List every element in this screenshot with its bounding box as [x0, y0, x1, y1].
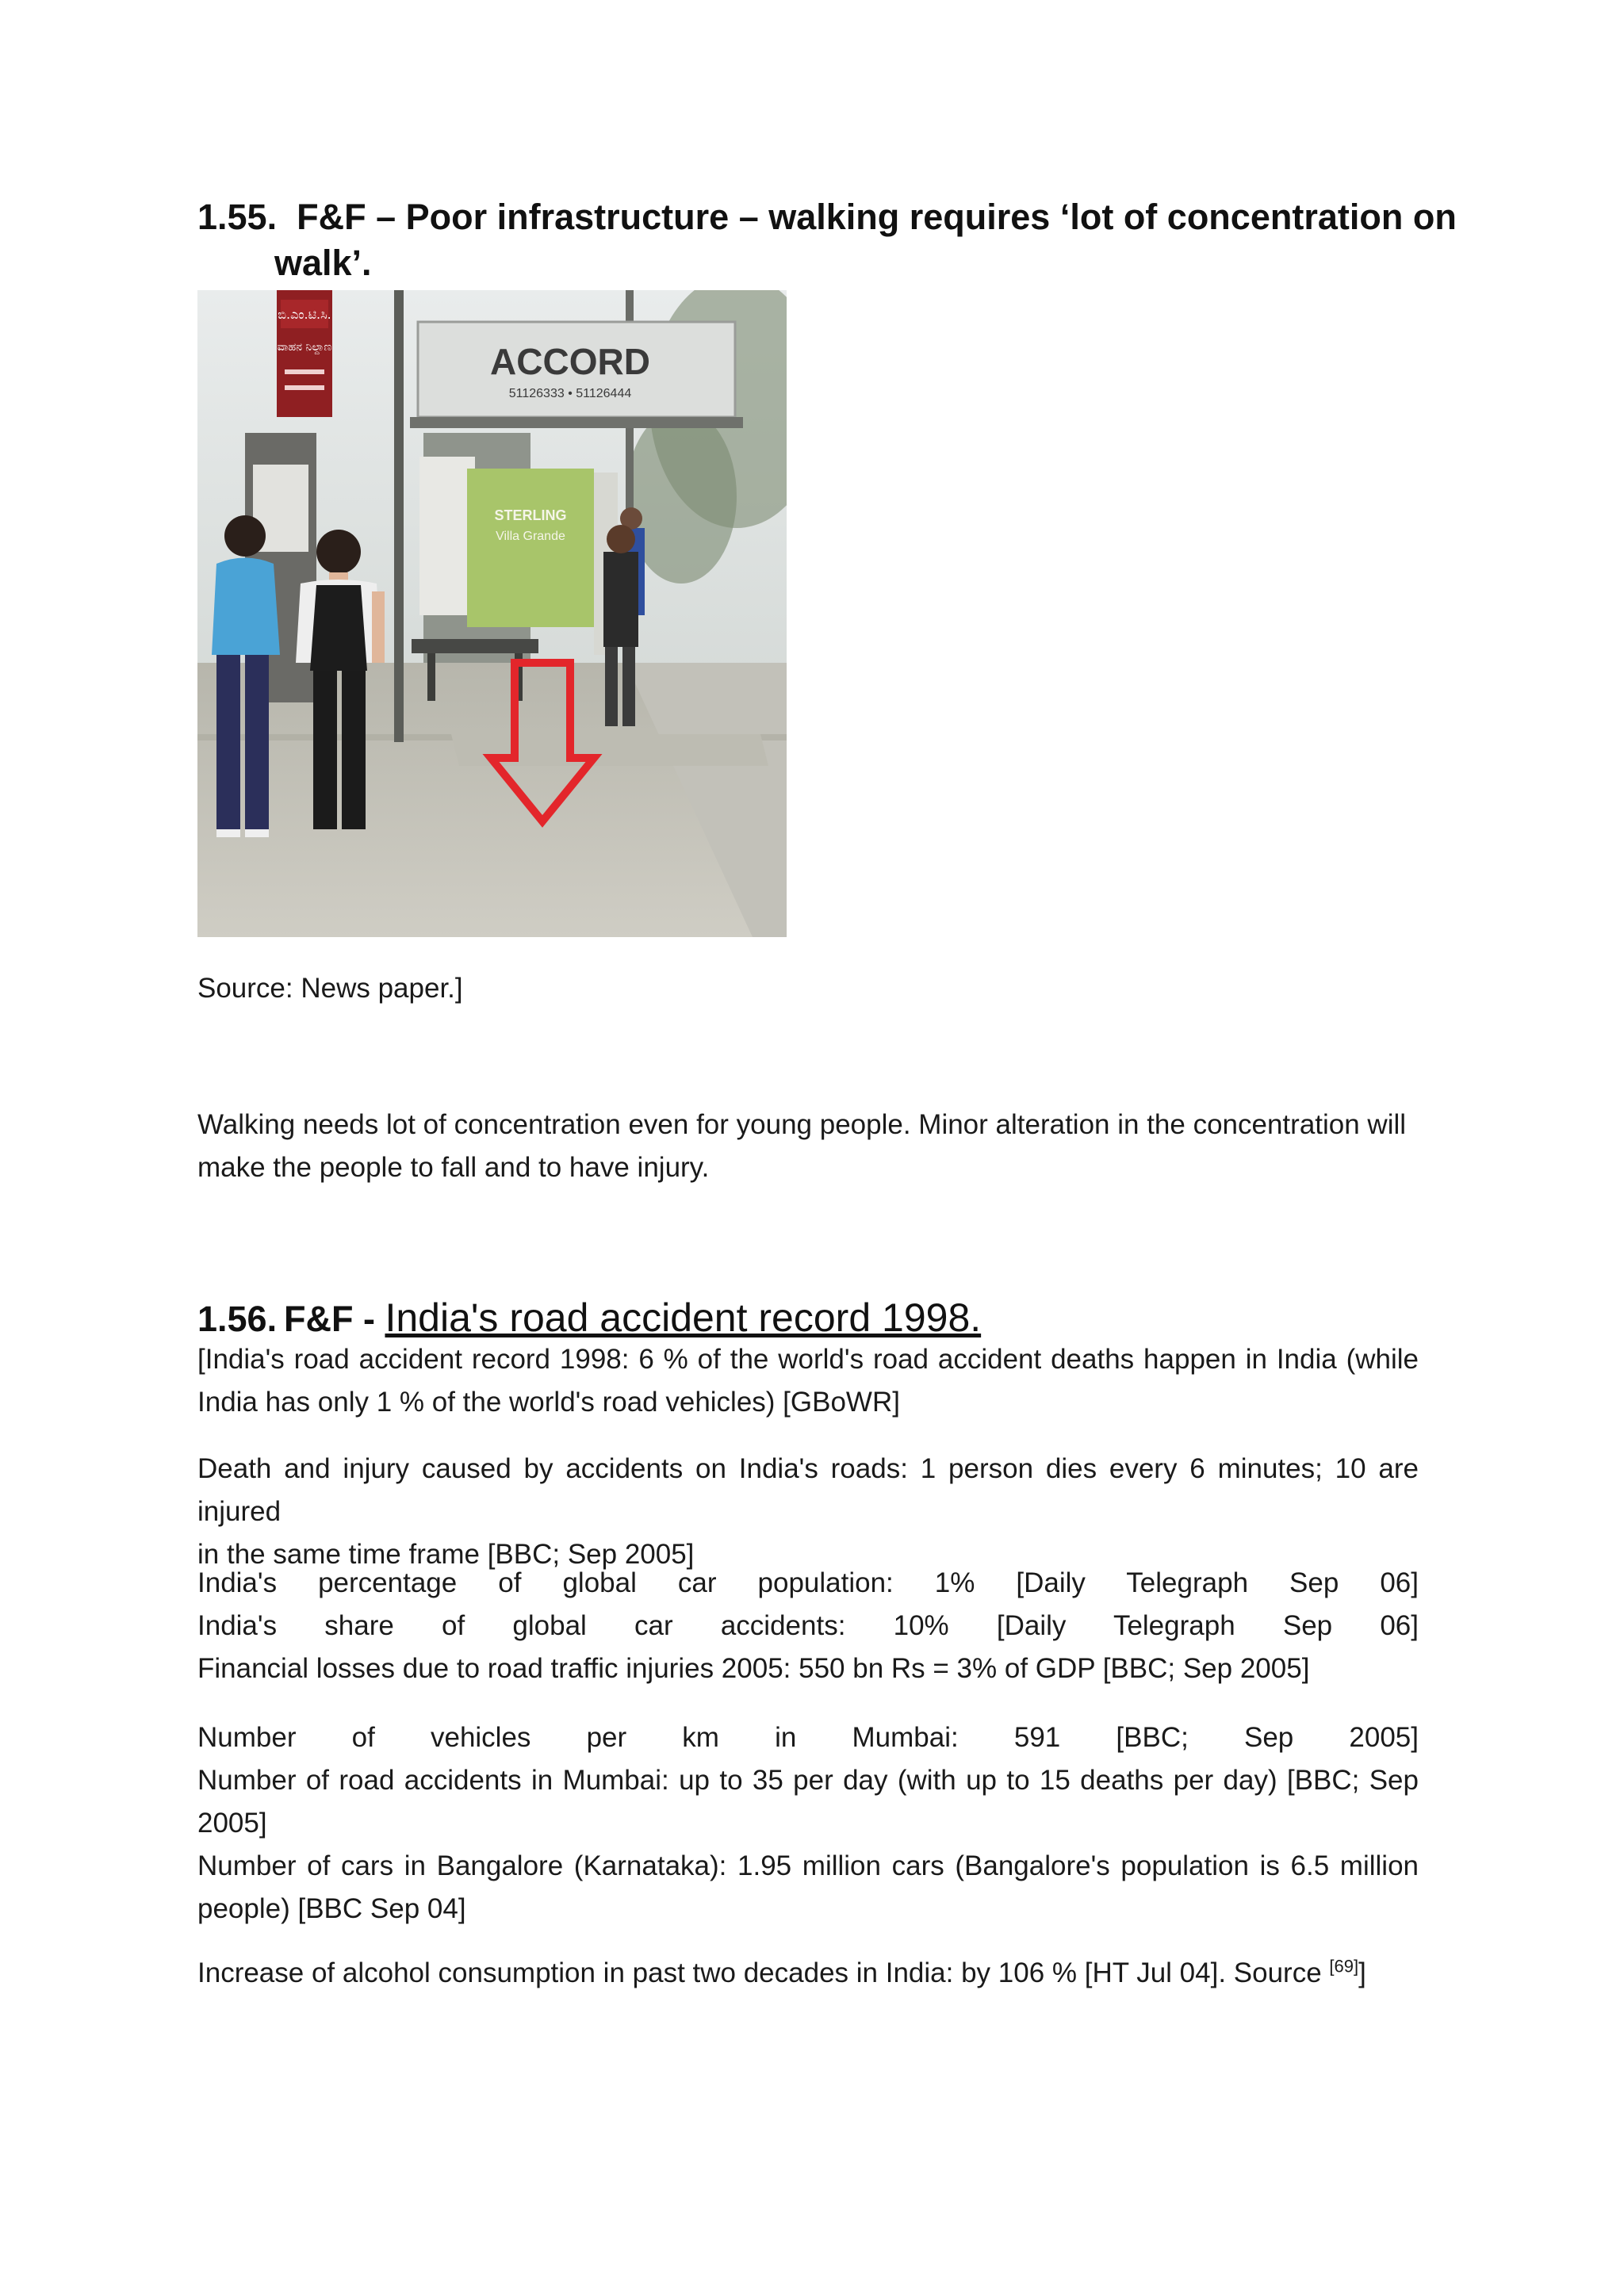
section-155-heading-cont: walk’. [274, 243, 372, 283]
section-number: 1.56. [197, 1299, 278, 1339]
paragraph-line: India's share of global car accidents: 10% [Daily Telegraph Sep 06] [197, 1610, 1419, 1641]
fact-paragraph-3 [197, 1562, 1419, 1690]
sign-text: ಬಿ.ಎಂ.ಟಿ.ಸಿ. [278, 307, 331, 322]
paragraph-line: Number of vehicles per km in Mumbai: 591 [BBC; Sep 2005] [197, 1722, 1419, 1753]
poster-text: STERLING [494, 507, 567, 523]
paragraph-line: Walking needs lot of concentration even for young people. Minor alteration in the concentration will [197, 1109, 1407, 1140]
paragraph-line: India has only 1 % of the world's road vehicles) [GBoWR] [197, 1387, 900, 1418]
section-number: 1.55. [197, 197, 278, 237]
paragraph-line: [India's road accident record 1998: 6 % of the world's road accident deaths happen in India (while [197, 1344, 1419, 1375]
section-155-paragraph [197, 1104, 1434, 1189]
citation-ref: [69] [1329, 1956, 1359, 1976]
brand-logo: ACCORD [490, 341, 650, 382]
paragraph-line: India's percentage of global car population: 1% [Daily Telegraph Sep 06] [197, 1567, 1419, 1598]
photo-source: Source: News paper.] [197, 973, 463, 1004]
fact-paragraph-2 [197, 1448, 1419, 1576]
sign-text-2: ವಾಹನ ನಿಲ್ದಾಣ [277, 341, 332, 354]
paragraph-line: make the people to fall and to have injury. [197, 1152, 710, 1183]
poster-text-2: Villa Grande [496, 530, 565, 543]
section-title: India's road accident record 1998. [385, 1295, 982, 1340]
paragraph-line: Death and injury caused by accidents on India's roads: 1 person dies every 6 minutes; 10 are injured [197, 1453, 1419, 1527]
paragraph-line: Financial losses due to road traffic injuries 2005: 550 bn Rs = 3% of GDP [BBC; Sep 2005] [197, 1653, 1310, 1684]
street-photo [197, 290, 787, 937]
section-title: F&F – Poor infrastructure – walking requires ‘lot of concentration on [297, 197, 1457, 237]
paragraph-line: in the same time frame [BBC; Sep 2005] [197, 1539, 695, 1570]
paragraph-line: people) [BBC Sep 04] [197, 1893, 466, 1924]
section-155-heading [197, 195, 1466, 239]
fact-paragraph-4 [197, 1716, 1419, 1931]
paragraph-text: Increase of alcohol consumption in past two decades in India: by 106 % [HT Jul 04]. Source [197, 1957, 1330, 1988]
paragraph-line: Number of road accidents in Mumbai: up to 35 per day (with up to 15 deaths per day) [BBC; Sep [197, 1765, 1419, 1796]
fact-paragraph-1 [197, 1338, 1419, 1424]
paragraph-line: 2005] [197, 1808, 267, 1839]
brand-phone: 51126333 • 51126444 [508, 387, 632, 400]
paragraph-end: ] [1358, 1957, 1366, 1988]
section-prefix: F&F - [283, 1299, 385, 1339]
fact-paragraph-5 [197, 1952, 1419, 1995]
paragraph-line: Number of cars in Bangalore (Karnataka): 1.95 million cars (Bangalore's population is 6.5 million [197, 1850, 1419, 1881]
